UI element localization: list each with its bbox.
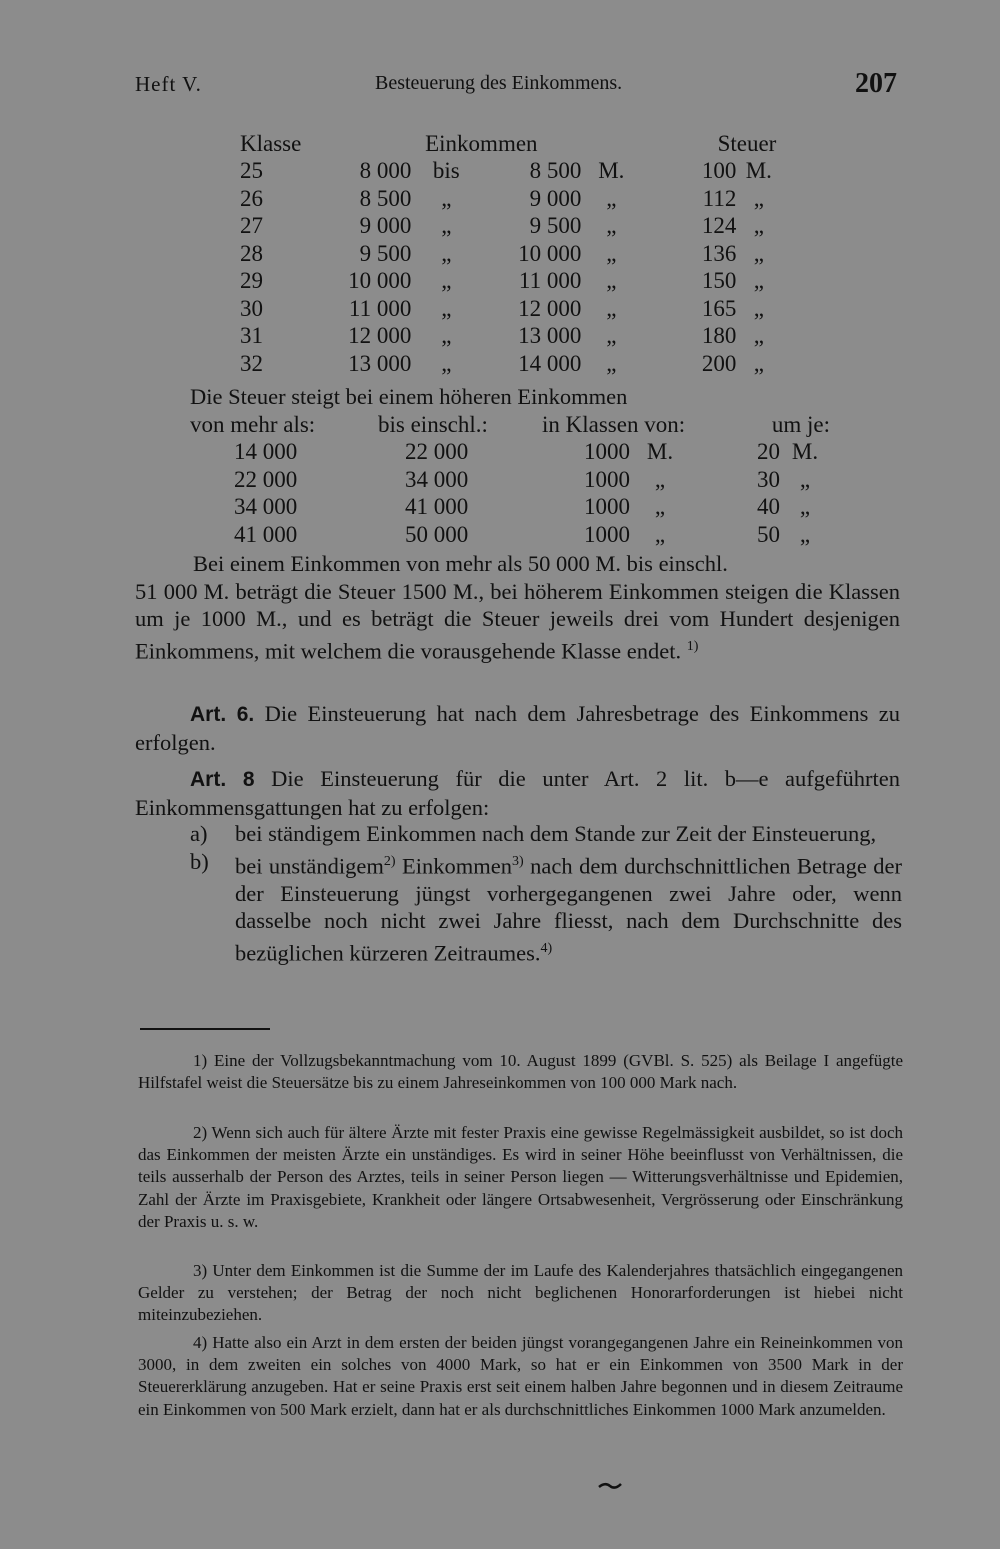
lower-bound-cell: 14 000 [234,439,298,465]
from-cell: 9 000 [359,213,412,239]
increment-cell: 20 [757,439,780,465]
unit-cell: „ [606,240,617,266]
step-cell: 1000 [584,494,630,520]
klasse-cell: 29 [240,268,263,294]
unit-cell: „ [606,323,617,349]
list-item [190,820,902,848]
ornament-mark [597,1481,623,1491]
to-cell: 13 000 [518,323,582,349]
increment-unit-cell: „ [799,521,811,547]
klasse-cell: 30 [240,295,263,321]
klasse-cell: 25 [240,158,263,184]
footnote-ref-2: 2) [383,853,396,869]
step-unit-cell: „ [654,494,666,520]
article-8-text: Die Einsteuerung für die unter Art. 2 lit. b—e aufgeführten Einkommensgattungen hat zu erfolgen: [135,766,900,820]
footnote-4-mark: 4) [193,1333,208,1352]
lower-bound-cell: 34 000 [234,494,298,520]
col-header-von-mehr-als: von mehr als: [190,411,316,437]
running-head-left: Heft V. [135,72,202,96]
tax-cell: 100 [701,158,737,184]
footnote-3-mark: 3) [193,1261,208,1280]
table-header-row [240,130,781,158]
tax-cell: 124 [701,213,737,239]
increment-cell: 40 [757,494,780,520]
step-cell: 1000 [584,521,630,547]
col-header-in-klassen-von: in Klassen von: [542,411,686,437]
table-row [240,240,781,268]
table-row [240,213,781,241]
article-8 [135,765,900,821]
rise-text: Die Steuer steigt bei einem höheren Einkommen [190,384,628,409]
from-cell: 9 500 [359,240,412,266]
tax-cell: 112 [702,185,737,211]
paragraph-first-line: Bei einem Einkommen von mehr als 50 000 M. bis einschl. [193,551,728,576]
from-cell: 10 000 [348,268,412,294]
tax-unit-cell: „ [753,350,764,376]
progression-table [190,411,830,549]
tax-unit-cell: „ [753,295,764,321]
footnote-ref-4: 4) [540,940,553,956]
to-cell: 11 000 [518,268,582,294]
bis-cell: „ [441,240,452,266]
unit-cell: „ [606,213,617,239]
article-6-text: Die Einsteuerung hat nach dem Jahresbetrage des Einkommens zu erfolgen. [135,701,901,755]
article-8-label: Art. 8 [190,768,255,791]
paragraph-over-50000 [135,550,900,665]
table-row [190,521,830,549]
article-6 [135,700,900,756]
unit-cell: „ [606,350,617,376]
footnote-2-mark: 2) [193,1123,208,1142]
upper-bound-cell: 41 000 [405,494,469,520]
increment-unit-cell: „ [799,466,811,492]
tax-unit-cell: „ [753,268,764,294]
footnote-ref-1: 1) [686,638,699,654]
list-item-text-2: Einkommen [402,853,513,879]
article-8-list [190,820,902,967]
table-row [240,350,781,378]
list-item-label: a) [190,821,208,846]
upper-bound-cell: 22 000 [405,439,469,465]
rise-sentence [190,383,750,411]
paragraph-rest: 51 000 M. beträgt die Steuer 1500 M., bei höherem Einkommen steigen die Klassen um je 1000 M., und es beträgt die Steuer jeweils drei vom Hundert desjenigen Einkommens, mit welchem die vorausgehende Klasse endet. [135,578,900,664]
step-unit-cell: „ [654,466,666,492]
list-item [190,848,902,967]
col-header-steuer: Steuer [717,130,777,156]
to-cell: 14 000 [518,350,582,376]
footnote-3 [138,1260,903,1327]
to-cell: 10 000 [518,240,582,266]
tax-cell: 165 [701,295,737,321]
col-header-klasse: Klasse [240,130,302,156]
footnote-1 [138,1050,903,1094]
printer-ornament [597,1480,623,1496]
step-cell: 1000 [584,466,630,492]
article-6-label: Art. 6. [190,703,255,726]
tax-unit-cell: „ [753,323,764,349]
to-cell: 9 500 [529,213,582,239]
klasse-cell: 31 [240,323,263,349]
table-header-row [190,411,830,439]
lower-bound-cell: 22 000 [234,466,298,492]
from-cell: 13 000 [348,350,412,376]
footnote-ref-3: 3) [512,853,524,869]
step-unit-cell: „ [654,521,666,547]
paragraph-body [135,578,900,665]
bis-cell: „ [441,350,452,376]
page-number: 207 [855,68,897,99]
list-item-text-1: bei unständigem [235,853,384,879]
tax-unit-cell: „ [753,213,764,239]
tax-unit-cell: M. [745,158,772,184]
table-row [190,466,830,494]
footnote-4-text: Hatte also ein Arzt in dem ersten der beiden jüngst vorangegangenen Jahre ein Reineinkommen von 3000, in dem zweiten ein solches von 4000 Mark, so hat er ein Einkommen von 3500 Mark in der Steuererklärung anzugeben. Hat er seine Praxis erst seit einem halben Jahre begonnen und in diesem Zeitraume ein Einkommen von 500 Mark erzielt, dann hat er als durchschnittliches Einkommen 1000 Mark anzumelden. [138,1333,904,1419]
tax-unit-cell: „ [753,185,764,211]
bis-cell: „ [441,323,452,349]
table-row [240,323,781,351]
table-row [240,158,781,186]
from-cell: 8 000 [359,158,412,184]
tax-class-table [240,130,781,378]
unit-cell: M. [598,158,625,184]
upper-bound-cell: 50 000 [405,521,469,547]
tax-cell: 180 [701,323,737,349]
klasse-cell: 28 [240,240,263,266]
bis-cell: „ [441,185,452,211]
footnote-4 [138,1332,903,1421]
from-cell: 8 500 [359,185,412,211]
table-row [240,295,781,323]
bis-cell: „ [441,268,452,294]
footnote-separator [140,1028,270,1030]
footnote-1-mark: 1) [193,1051,208,1070]
list-item-text-3: nach dem durchschnittlichen Betrage der der Einsteuerung jüngst vorhergegangenen zwei Jahre oder, wenn dasselbe noch nicht zwei Jahre fliesst, nach dem Durchschnitte des bezüglichen kürzeren Zeitraumes. [235,853,903,966]
unit-cell: „ [606,295,617,321]
to-cell: 12 000 [518,295,582,321]
step-unit-cell: M. [646,439,674,465]
from-cell: 12 000 [348,323,412,349]
lower-bound-cell: 41 000 [234,521,298,547]
klasse-cell: 32 [240,350,263,376]
bis-cell: bis [432,158,460,184]
table-row [240,185,781,213]
tax-unit-cell: „ [753,240,764,266]
table-row [190,439,830,467]
table-row [240,268,781,296]
footnote-1-text: Eine der Vollzugsbekanntmachung vom 10. August 1899 (GVBl. S. 525) als Beilage I angefügte Hilfstafel weist die Steuersätze bis zu einem Jahreseinkommen von 100 000 Mark nach. [138,1051,904,1093]
tax-cell: 136 [701,240,737,266]
increment-unit-cell: „ [799,494,811,520]
bis-cell: „ [441,295,452,321]
step-cell: 1000 [584,439,630,465]
unit-cell: „ [606,268,617,294]
increment-cell: 50 [757,521,780,547]
upper-bound-cell: 34 000 [405,466,469,492]
table-row [190,494,830,522]
footnote-2-text: Wenn sich auch für ältere Ärzte mit fester Praxis eine gewisse Regelmässigkeit ausbildet, so ist doch das Einkommen der meisten Ärzte ein unständiges. Es wird in seiner Höhe beeinflusst von Verhältnissen, die teils ausserhalb der Person des Arztes, teils in seiner Person liegen — Witterungsverhältnisse und Epidemien, Zahl der Ärzte im Praxisgebiete, Krankheit oder längere Ortsabwesenheit, Vergrösserung oder Einschränkung der Praxis u. s. w. [138,1123,903,1231]
from-cell: 11 000 [348,295,412,321]
to-cell: 8 500 [529,158,582,184]
col-header-um-je: um je: [771,411,830,437]
list-item-label: b) [190,848,209,874]
tax-cell: 150 [701,268,737,294]
footnote-2 [138,1122,903,1233]
increment-unit-cell: M. [791,439,819,465]
bis-cell: „ [441,213,452,239]
col-header-bis-einschl: bis einschl.: [378,411,488,437]
tax-cell: 200 [701,350,737,376]
unit-cell: „ [606,185,617,211]
footnote-3-text: Unter dem Einkommen ist die Summe der im Laufe des Kalenderjahres thatsächlich eingegangenen Gelder zu verstehen; der Betrag der noch nicht beglichenen Honorarforderungen ist hiebei nicht miteinzubeziehen. [138,1261,903,1325]
klasse-cell: 26 [240,185,263,211]
to-cell: 9 000 [529,185,582,211]
increment-cell: 30 [757,466,780,492]
klasse-cell: 27 [240,213,263,239]
running-head-title: Besteuerung des Einkommens. [375,72,623,94]
list-item-text: bei ständigem Einkommen nach dem Stande zur Zeit der Einsteuerung, [235,821,877,846]
col-header-einkommen: Einkommen [425,130,538,156]
